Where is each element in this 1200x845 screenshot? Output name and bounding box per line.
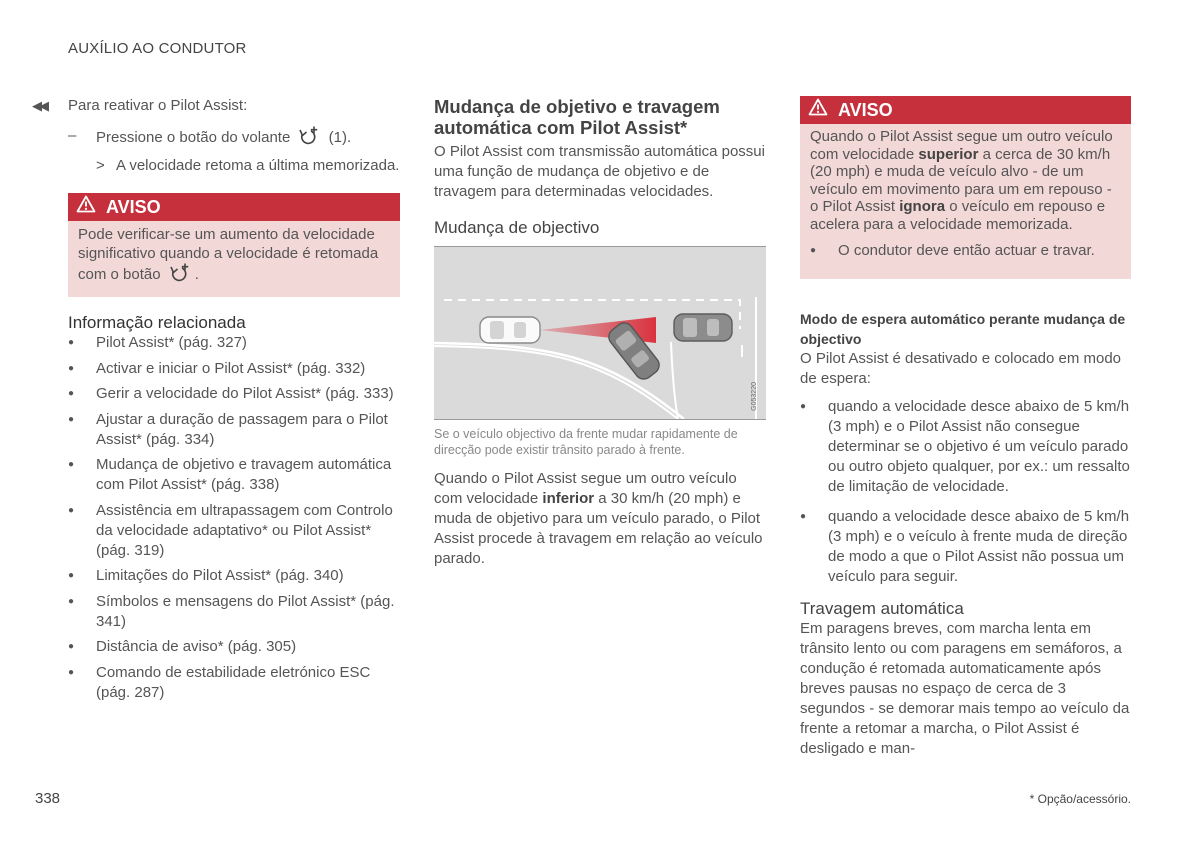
warning-header bbox=[800, 96, 1131, 124]
running-header: AUXÍLIO AO CONDUTOR bbox=[68, 40, 247, 57]
standby-item: ● quando a velocidade desce abaixo de 5 km/h (3 mph) e o veículo à frente muda de direção de modo a que o Pilot Assist não possua um veículo para seguir. bbox=[800, 507, 1131, 587]
related-info-title: Informação relacionada bbox=[68, 313, 246, 332]
double-left-chevron-icon[interactable]: ◀◀ bbox=[32, 98, 46, 113]
result-marker: > bbox=[96, 157, 105, 174]
warning-text: Pode verificar-se um aumento da velocidade significativo quando a velocidade é retomada com o botão bbox=[78, 226, 379, 283]
warning-body bbox=[800, 124, 1131, 279]
related-link[interactable]: ● Gerir a velocidade do Pilot Assist* (pág. 333) bbox=[68, 384, 401, 404]
step-reference: (1). bbox=[328, 129, 352, 146]
warning-bullets bbox=[810, 241, 1121, 261]
auto-brake-title: Travagem automática bbox=[800, 599, 964, 618]
warning-box-resume bbox=[68, 193, 400, 297]
related-link[interactable]: ● Assistência em ultrapassagem com Controlo da velocidade adaptativo* ou Pilot Assist* (pág. 319) bbox=[68, 501, 401, 561]
subsection-title: Mudança de objectivo bbox=[434, 218, 600, 237]
figure-caption: Se o veículo objectivo da frente mudar rapidamente de direcção pode existir trânsito parado à frente. bbox=[434, 427, 738, 457]
paragraph-text: Quando o Pilot Assist segue um outro veículo com velocidade bbox=[434, 470, 737, 507]
warning-body bbox=[68, 221, 400, 297]
related-link[interactable]: ● Símbolos e mensagens do Pilot Assist* (pág. 341) bbox=[68, 592, 401, 632]
standby-list bbox=[800, 397, 1131, 587]
related-link[interactable]: ● Pilot Assist* (pág. 327) bbox=[68, 333, 401, 353]
reactivate-intro: Para reativar o Pilot Assist: bbox=[68, 97, 248, 114]
result-text: A velocidade retoma a última memorizada. bbox=[116, 157, 400, 174]
step-dash: – bbox=[68, 127, 77, 144]
step-item bbox=[68, 126, 401, 152]
section-intro: O Pilot Assist com transmissão automática possui uma função de mudança de objetivo e de travagem para determinadas velocidades. bbox=[434, 143, 765, 200]
warning-triangle-icon bbox=[76, 193, 96, 221]
warning-triangle-icon bbox=[808, 96, 828, 124]
resume-arrow-plus-icon bbox=[169, 263, 191, 288]
paragraph-emphasis: inferior bbox=[542, 490, 595, 507]
related-link[interactable]: ● Comando de estabilidade eletrónico ESC (pág. 287) bbox=[68, 663, 401, 703]
column-3 bbox=[800, 96, 1131, 759]
section-title: Mudança de objetivo e travagem automática com Pilot Assist* bbox=[434, 96, 720, 138]
warning-title: AVISO bbox=[106, 197, 161, 217]
target-change-illustration bbox=[434, 246, 766, 420]
resume-arrow-plus-icon bbox=[298, 126, 320, 152]
page-number: 338 bbox=[35, 790, 61, 807]
related-link[interactable]: ● Activar e iniciar o Pilot Assist* (pág. 332) bbox=[68, 359, 401, 379]
standby-item: ● quando a velocidade desce abaixo de 5 km/h (3 mph) e o Pilot Assist não consegue determinar se o objetivo é um veículo parado ou outro objeto qualquer, por ex.: um ressalto de limitação de velocidade. bbox=[800, 397, 1131, 497]
stationary-vehicle bbox=[674, 314, 732, 341]
warning-header bbox=[68, 193, 400, 221]
figure-code: G053220 bbox=[751, 382, 758, 411]
standby-title: Modo de espera automático perante mudança de objectivo bbox=[800, 311, 1126, 347]
step-result bbox=[68, 156, 401, 176]
related-link[interactable]: ● Distância de aviso* (pág. 305) bbox=[68, 637, 401, 657]
step-text: Pressione o botão do volante bbox=[96, 129, 291, 146]
column-1 bbox=[32, 96, 401, 708]
warning-text-end: . bbox=[194, 266, 199, 283]
column-2 bbox=[434, 96, 768, 569]
own-vehicle bbox=[480, 317, 540, 343]
related-info-list bbox=[68, 333, 401, 703]
related-link[interactable]: ● Ajustar a duração de passagem para o Pilot Assist* (pág. 334) bbox=[68, 410, 401, 450]
related-link[interactable]: ● Mudança de objetivo e travagem automática com Pilot Assist* (pág. 338) bbox=[68, 455, 401, 495]
related-link[interactable]: ● Limitações do Pilot Assist* (pág. 340) bbox=[68, 566, 401, 586]
standby-intro: O Pilot Assist é desativado e colocado em modo de espera: bbox=[800, 350, 1122, 387]
road-diagram bbox=[434, 247, 766, 419]
auto-brake-text: Em paragens breves, com marcha lenta em trânsito lento ou com paragens em semáforos, a condução é retomada automaticamente após breves pausas no espaço de cerca de 3 segundos - se demorar mais tempo ao veículo da frente a retomar a marcha, o Pilot Assist é desligado e man- bbox=[800, 620, 1130, 757]
footnote: * Opção/acessório. bbox=[1029, 792, 1131, 806]
warning-box-target-change bbox=[800, 96, 1131, 279]
target-change-paragraph bbox=[434, 469, 768, 569]
warning-text: Quando o Pilot Assist segue um outro veículo com velocidade superior a cerca de 30 km/h (20 mph) e muda de veículo alvo - de um veículo em movimento para um em repouso - o Pilot Assist ignora o veículo em repouso e acelera para a velocidade memorizada. bbox=[810, 128, 1113, 233]
warning-title: AVISO bbox=[838, 100, 893, 120]
paragraph-text: a 30 km/h (20 mph) e muda de objetivo para um veículo parado, o Pilot Assist procede à travagem em relação ao veículo parado. bbox=[434, 490, 763, 567]
warning-bullet: ● O condutor deve então actuar e travar. bbox=[810, 241, 1121, 261]
